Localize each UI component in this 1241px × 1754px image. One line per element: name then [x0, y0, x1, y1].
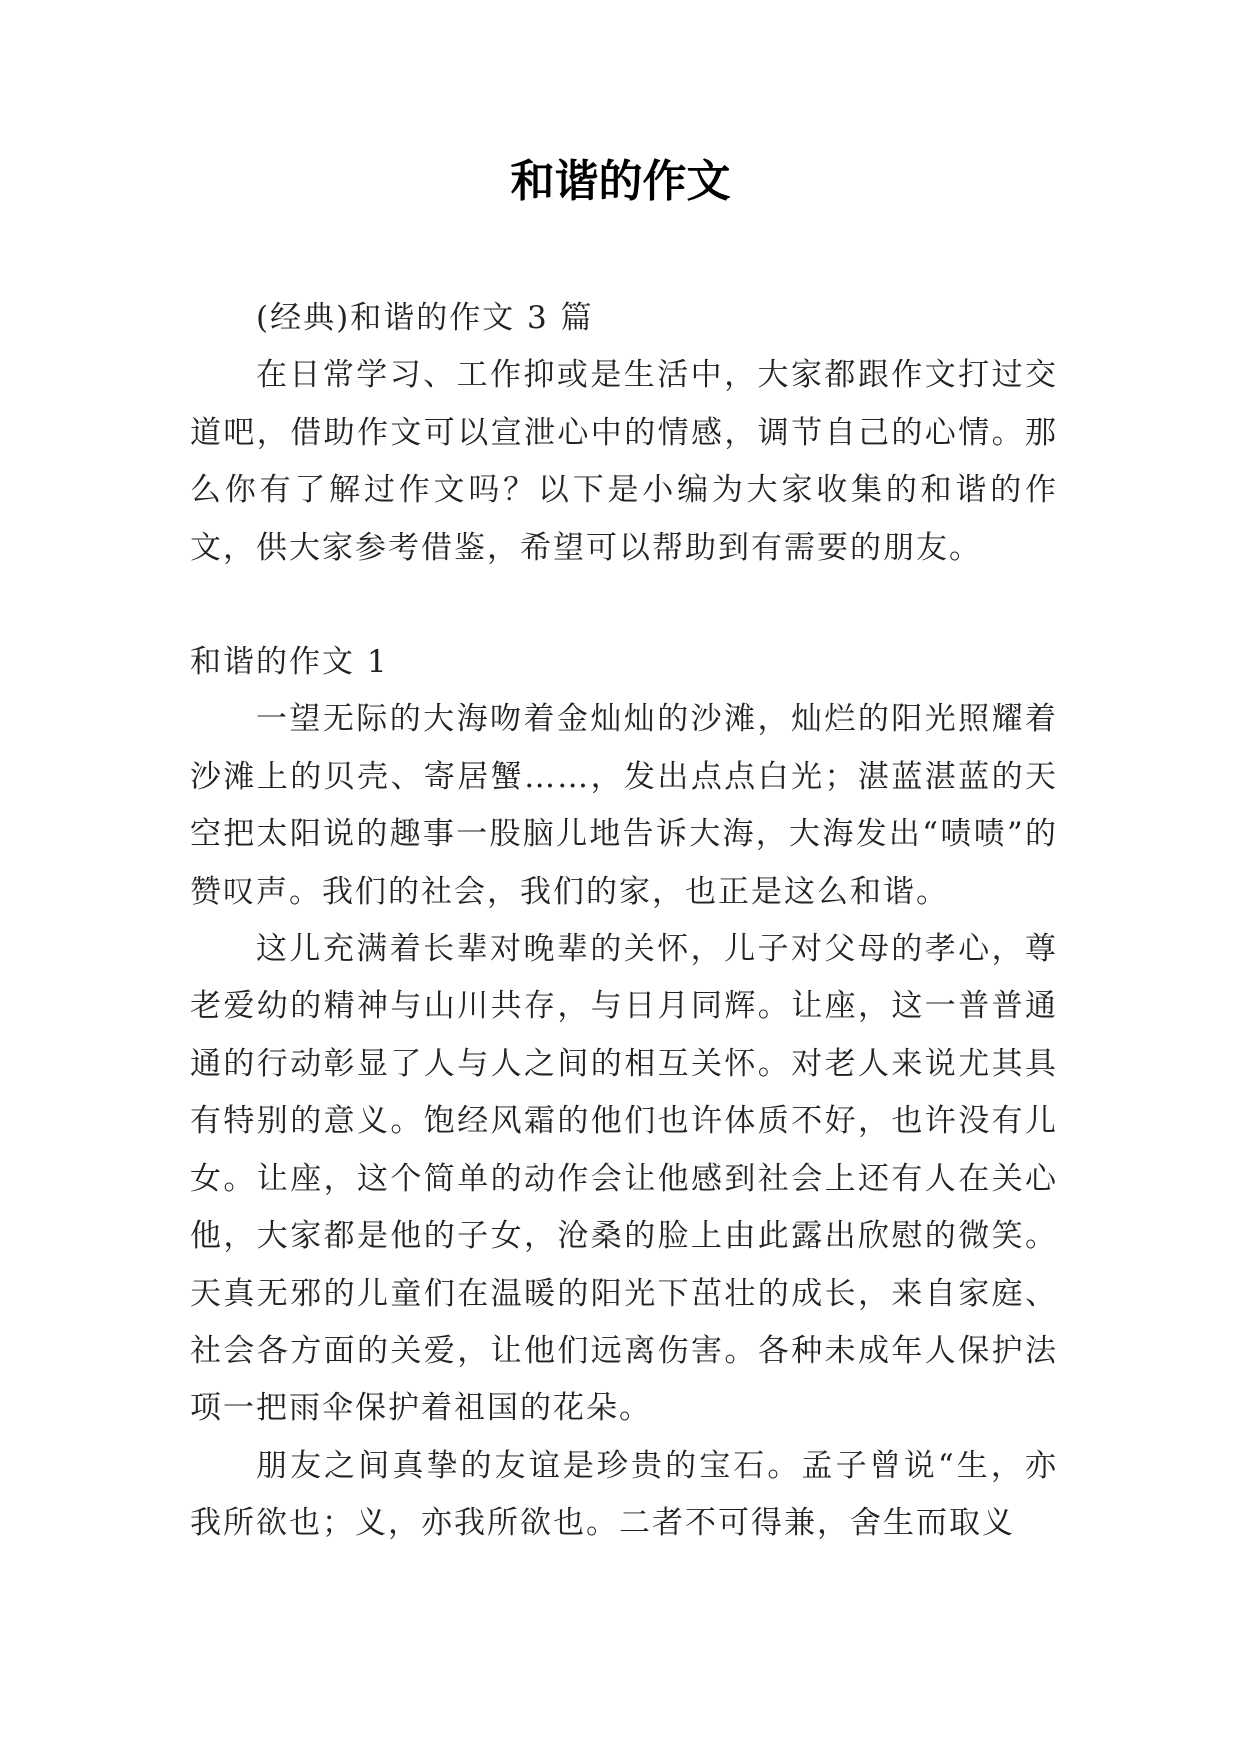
- body-paragraph-1: 一望无际的大海吻着金灿灿的沙滩，灿烂的阳光照耀着沙滩上的贝壳、寄居蟹……，发出点点白光；湛蓝湛蓝的天空把太阳说的趣事一股脑儿地告诉大海，大海发出“啧啧”的赞叹声。我们的社会，我们的家，也正是这么和谐。: [190, 701, 1058, 910]
- body-paragraph-3: 朋友之间真挚的友谊是珍贵的宝石。孟子曾说“生，亦我所欲也；义，亦我所欲也。二者不可得兼，舍生而取义: [190, 1447, 1058, 1542]
- document-body: [190, 290, 1058, 1553]
- document-title: 和谐的作文: [510, 156, 731, 207]
- body-paragraph-2: 这儿充满着长辈对晚辈的关怀，儿子对父母的孝心，尊老爱幼的精神与山川共存，与日月同辉。让座，这一普普通通的行动彰显了人与人之间的相互关怀。对老人来说尤其具有特别的意义。饱经风霜的他们也许体质不好，也许没有儿女。让座，这个简单的动作会让他感到社会上还有人在关心他，大家都是他的子女，沧桑的脸上由此露出欣慰的微笑。天真无邪的儿童们在温暖的阳光下茁壮的成长，来自家庭、社会各方面的关爱，让他们远离伤害。各种未成年人保护法项一把雨伞保护着祖国的花朵。: [190, 931, 1058, 1427]
- paragraph-gap: [190, 577, 1058, 634]
- section-heading: 和谐的作文 1: [190, 644, 389, 681]
- document-subtitle: (经典)和谐的作文 3 篇: [256, 300, 594, 336]
- intro-paragraph: 在日常学习、工作抑或是生活中，大家都跟作文打过交道吧，借助作文可以宣泄心中的情感，调节自己的心情。那么你有了解过作文吗？以下是小编为大家收集的和谐的作文，供大家参考借鉴，希望可以帮助到有需要的朋友。: [190, 357, 1058, 566]
